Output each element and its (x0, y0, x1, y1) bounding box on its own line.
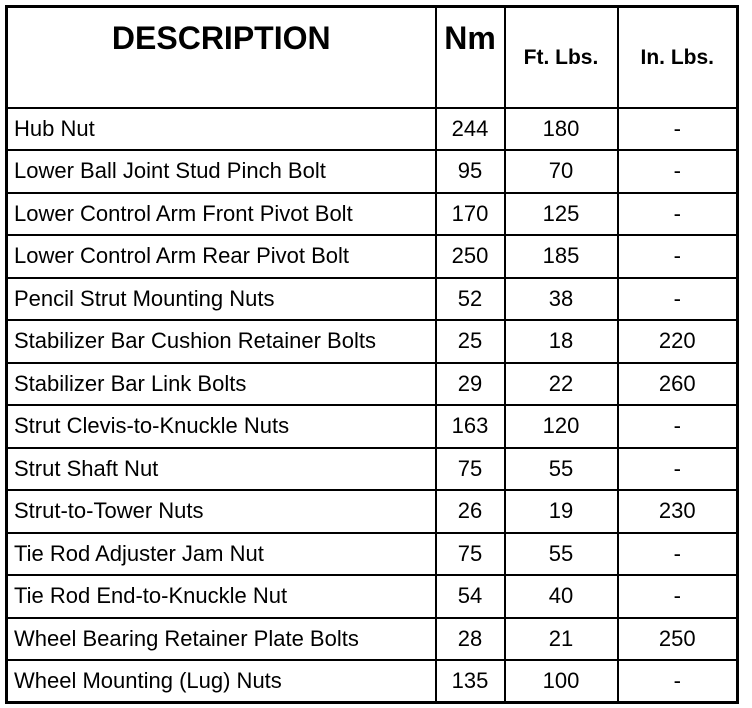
in-lbs-cell: 230 (618, 490, 738, 533)
description-cell: Hub Nut (7, 108, 436, 151)
in-lbs-cell: 220 (618, 320, 738, 363)
ft-lbs-cell: 18 (505, 320, 618, 363)
description-cell: Lower Ball Joint Stud Pinch Bolt (7, 150, 436, 193)
description-cell: Lower Control Arm Rear Pivot Bolt (7, 235, 436, 278)
column-header-ft-lbs-label: Ft. Lbs. (523, 46, 599, 69)
column-header-ft-lbs (505, 7, 618, 108)
table-row (7, 278, 738, 321)
description-cell: Wheel Bearing Retainer Plate Bolts (7, 618, 436, 661)
in-lbs-cell: - (618, 150, 738, 193)
table-header (7, 7, 738, 108)
nm-cell: 75 (436, 448, 505, 491)
table-row (7, 660, 738, 703)
torque-specifications-table (5, 5, 739, 704)
in-lbs-cell: - (618, 575, 738, 618)
description-cell: Tie Rod End-to-Knuckle Nut (7, 575, 436, 618)
nm-cell: 250 (436, 235, 505, 278)
description-cell: Stabilizer Bar Cushion Retainer Bolts (7, 320, 436, 363)
description-cell: Strut Shaft Nut (7, 448, 436, 491)
table-row (7, 193, 738, 236)
ft-lbs-cell: 19 (505, 490, 618, 533)
in-lbs-cell: - (618, 235, 738, 278)
in-lbs-cell: - (618, 278, 738, 321)
column-header-description (7, 7, 436, 108)
in-lbs-cell: - (618, 660, 738, 703)
table-row (7, 108, 738, 151)
in-lbs-cell: - (618, 108, 738, 151)
in-lbs-cell: - (618, 533, 738, 576)
in-lbs-cell: - (618, 193, 738, 236)
nm-cell: 26 (436, 490, 505, 533)
description-cell: Stabilizer Bar Link Bolts (7, 363, 436, 406)
nm-cell: 135 (436, 660, 505, 703)
ft-lbs-cell: 55 (505, 448, 618, 491)
nm-cell: 52 (436, 278, 505, 321)
nm-cell: 163 (436, 405, 505, 448)
table-body (7, 108, 738, 703)
header-row (7, 7, 738, 108)
table-row (7, 235, 738, 278)
ft-lbs-cell: 70 (505, 150, 618, 193)
table-row (7, 320, 738, 363)
description-cell: Tie Rod Adjuster Jam Nut (7, 533, 436, 576)
nm-cell: 95 (436, 150, 505, 193)
ft-lbs-cell: 120 (505, 405, 618, 448)
ft-lbs-cell: 180 (505, 108, 618, 151)
column-header-description-label: DESCRIPTION (111, 20, 331, 56)
description-cell: Wheel Mounting (Lug) Nuts (7, 660, 436, 703)
table-row (7, 363, 738, 406)
nm-cell: 75 (436, 533, 505, 576)
in-lbs-cell: 250 (618, 618, 738, 661)
ft-lbs-cell: 55 (505, 533, 618, 576)
table-row (7, 533, 738, 576)
nm-cell: 25 (436, 320, 505, 363)
ft-lbs-cell: 38 (505, 278, 618, 321)
in-lbs-cell: - (618, 405, 738, 448)
ft-lbs-cell: 125 (505, 193, 618, 236)
description-cell: Strut Clevis-to-Knuckle Nuts (7, 405, 436, 448)
ft-lbs-cell: 22 (505, 363, 618, 406)
in-lbs-cell: - (618, 448, 738, 491)
table-row (7, 405, 738, 448)
table-row (7, 490, 738, 533)
description-cell: Strut-to-Tower Nuts (7, 490, 436, 533)
column-header-in-lbs (618, 7, 738, 108)
nm-cell: 29 (436, 363, 505, 406)
table-row (7, 448, 738, 491)
table-row (7, 150, 738, 193)
column-header-in-lbs-label: In. Lbs. (640, 46, 714, 69)
nm-cell: 28 (436, 618, 505, 661)
column-header-nm-label: Nm (444, 20, 496, 56)
table-row (7, 618, 738, 661)
nm-cell: 54 (436, 575, 505, 618)
in-lbs-cell: 260 (618, 363, 738, 406)
ft-lbs-cell: 185 (505, 235, 618, 278)
nm-cell: 244 (436, 108, 505, 151)
ft-lbs-cell: 40 (505, 575, 618, 618)
description-cell: Lower Control Arm Front Pivot Bolt (7, 193, 436, 236)
description-cell: Pencil Strut Mounting Nuts (7, 278, 436, 321)
column-header-nm (436, 7, 505, 108)
ft-lbs-cell: 100 (505, 660, 618, 703)
ft-lbs-cell: 21 (505, 618, 618, 661)
nm-cell: 170 (436, 193, 505, 236)
table-row (7, 575, 738, 618)
